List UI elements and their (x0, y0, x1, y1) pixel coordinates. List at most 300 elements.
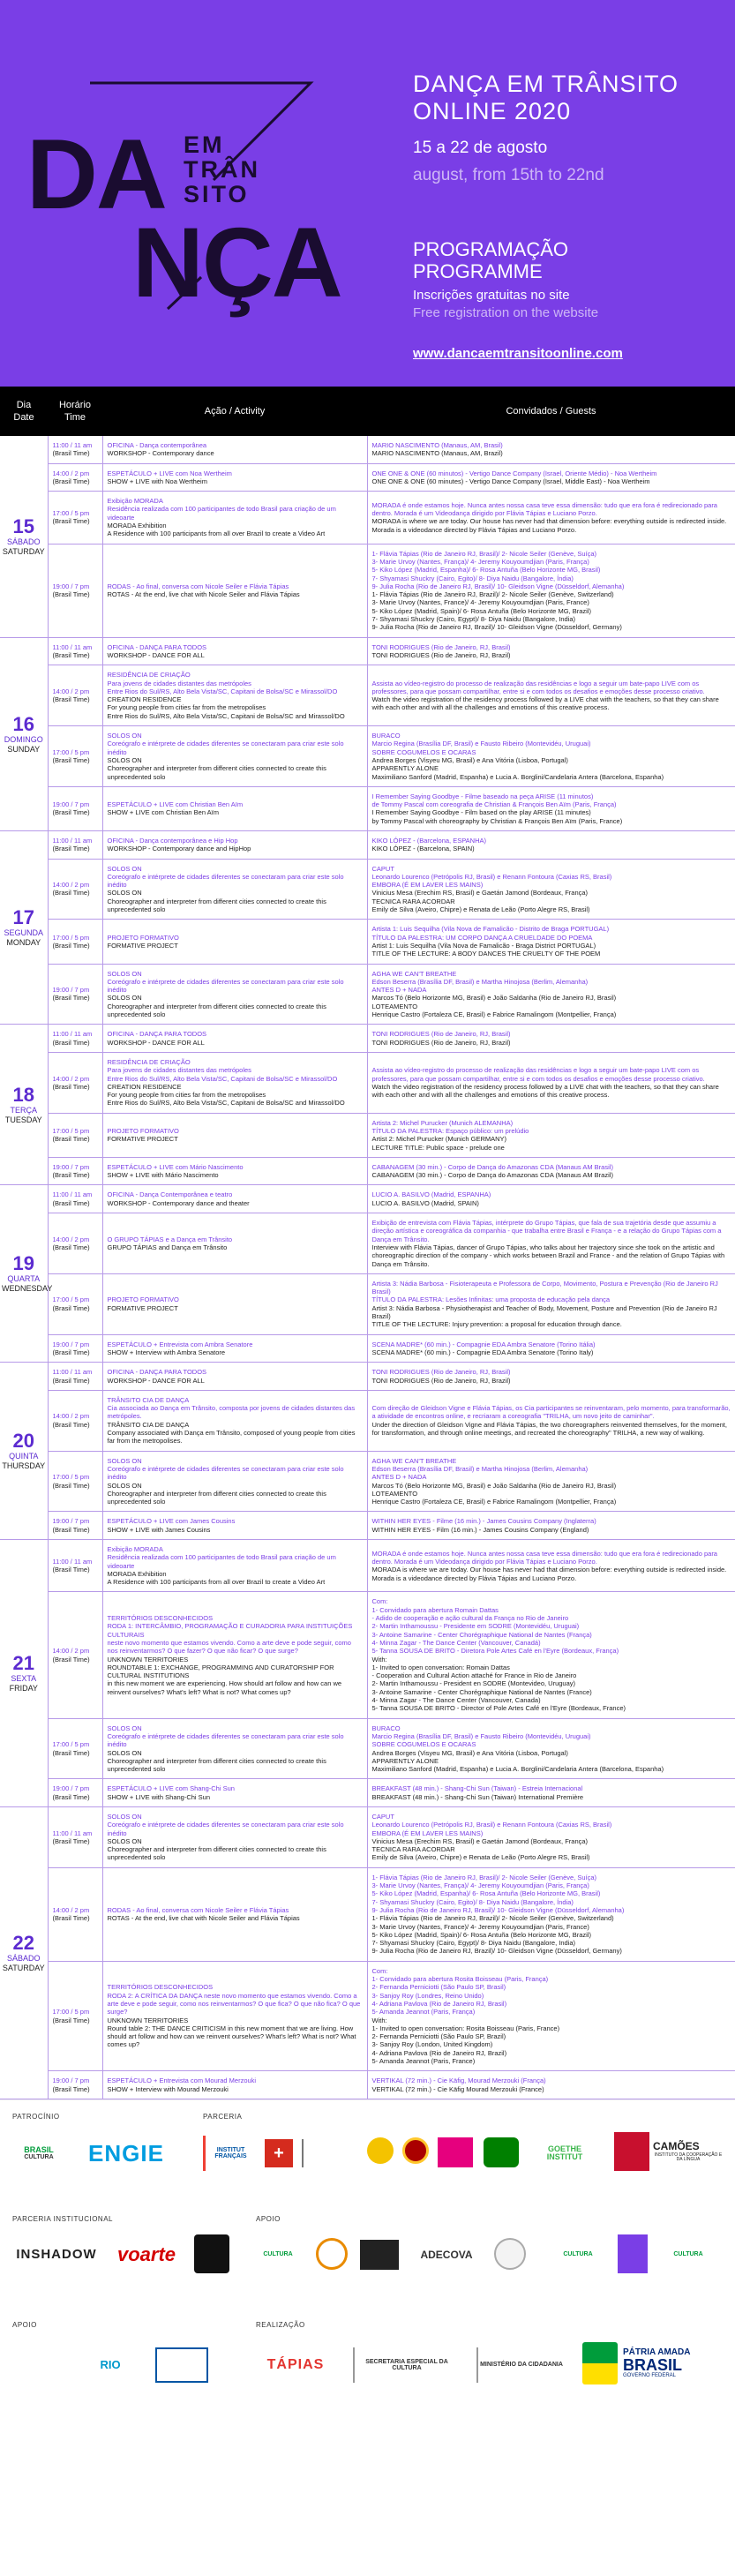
guest-line: de Tommy Pascal com coreografia de Christian & François Ben Aïm (Paris, França) (371, 800, 617, 809)
col-header-time-pt: Horário (58, 400, 92, 410)
guest-line: WITHIN HER EYES - Film (16 min.) - James Cousins Company (England) (371, 1525, 589, 1534)
activity-cell (102, 492, 367, 544)
activity-line: UNKNOWN TERRITORIES (107, 2016, 189, 2024)
activity-line: Coreógrafo e intérprete de cidades diferentes se conectaram para criar este solo inédito (107, 977, 344, 995)
day-cell (0, 830, 48, 1024)
logo-cultura-3: CULTURA (673, 2251, 703, 2258)
day-we: THURSDAY (2, 1461, 46, 1471)
festival-title (413, 71, 679, 125)
activity-line: ESPETÁCULO + LIVE com Christian Ben Aïm (107, 800, 244, 809)
guest-line: ANTES D + NADA (371, 1473, 427, 1482)
time-cell (48, 1592, 102, 1718)
time-cell (48, 1867, 102, 1961)
logo-secretaria: SECRETARIA ESPECIAL DA CULTURA (353, 2347, 459, 2383)
logo-brasil-text: BRASIL (24, 2144, 54, 2154)
guest-line: VERTIKAL (72 min.) - Cie Käfig, Mourad Merzouki (França) (371, 2077, 546, 2085)
activity-cell (102, 1185, 367, 1213)
activity-line: Entre Rios do Sul/RS, Alto Bela Vista/SC, Capitani de Bolsa/SC e Mirassol/DO (107, 1074, 338, 1083)
guest-line: LOTEAMENTO (371, 1002, 418, 1010)
hero-banner (0, 0, 735, 387)
guest-line: MORADA é onde estamos hoje. Nunca antes nossa casa teve essa dimensão: tudo que era fora é redirecionado para dentro. Morada é um Videodança dirigido por Flávia Tápias e Luciano Porzo. (371, 1549, 717, 1566)
time-cell (48, 665, 102, 726)
label-parceria-institucional: PARCERIA INSTITUCIONAL (12, 2214, 113, 2223)
guest-line: SCENA MADRE* (60 min.) - Compagnie EDA Ambra Senatore (Torino Italy) (371, 1348, 594, 1356)
activity-cell (102, 1512, 367, 1540)
guest-line: Maximiliano Sanford (Madrid, Espanha) e Lucia A. Borglini/Candelaria Antera (Barcelona, Espanha) (371, 1765, 664, 1774)
time-zone: (Brasil Time) (52, 1836, 90, 1845)
guest-line: TONI RODRIGUES (Rio de Janeiro, RJ, Brasil) (371, 1030, 511, 1039)
activity-line: SHOW + LIVE com Christian Ben Aïm (107, 808, 220, 817)
time-zone: (Brasil Time) (52, 2016, 90, 2024)
logo-cultura-text: CULTURA (24, 2153, 54, 2160)
col-header-date-pt: Dia (16, 400, 32, 410)
time-zone: (Brasil Time) (52, 1038, 90, 1047)
guest-line: CABANAGEM (30 min.) - Corpo de Dança do Amazonas CDA (Manaus AM Brazil) (371, 1171, 613, 1180)
logo-consulado (302, 2139, 355, 2167)
activity-line: SHOW + LIVE with Shang-Chi Sun (107, 1792, 211, 1801)
guest-line: KIKO LÓPEZ - (Barcelona, ESPANHA) (371, 836, 486, 845)
col-header-date-en: Date (13, 412, 34, 423)
activity-line: RODA 2: A CRÍTICA DA DANÇA neste novo momento que estamos vivendo. Como a arte deve e pode seguir, como nos reinventarmos? O que fica? O que não fica? O que surge? (107, 1991, 361, 2016)
guest-line: Com direção de Gleidson Vigne e Flávia Tápias, os Cia participantes se reinventaram, pelo momento, para transformarão, a atividade de encontros online, e recriaram a coreografia "TRILHA, um novo jeito de caminhar". (371, 1404, 731, 1421)
table-row (0, 665, 735, 726)
activity-line: SHOW + LIVE with Noa Wertheim (107, 477, 207, 485)
day-wd: SEXTA (11, 1673, 37, 1683)
activity-line: WORKSHOP - DANCE FOR ALL (107, 1038, 205, 1047)
table-row (0, 964, 735, 1025)
activity-cell (102, 859, 367, 920)
activity-cell (102, 1807, 367, 1868)
activity-line: MORADA Exhibition (107, 1569, 167, 1578)
guest-line: 5- Tanna SOUSA DE BRITO - Diretora Pole Artes Café en l'Eyre (Bordeaux, França) (371, 1647, 619, 1656)
day-we: SATURDAY (2, 546, 45, 556)
time-value: 19:00 / 7 pm (52, 2077, 90, 2085)
table-row (0, 1273, 735, 1334)
activity-line: Coreógrafo e intérprete de cidades diferentes se conectaram para criar este solo inédito (107, 1731, 344, 1749)
guest-line: LOTEAMENTO (371, 1489, 418, 1498)
time-cell (48, 1512, 102, 1540)
guest-line: TONI RODRIGUES (Rio de Janeiro, RJ, Brasil) (371, 642, 511, 651)
guest-line: CAPUT (371, 1813, 394, 1821)
guest-line: 5- Kiko López (Madrid, Spain)/ 6- Rosa Antuña (Belo Horizonte MG, Brazil) (371, 606, 591, 615)
table-row (0, 1390, 735, 1451)
table-row (0, 1512, 735, 1540)
day-num: 16 (12, 712, 34, 735)
guest-line: MORADA é onde estamos hoje. Nunca antes nossa casa teve essa dimensão: tudo que era fora é redirecionado para dentro. Morada é um Videodança dirigido por Flávia Tápias e Luciano Porzo. (371, 500, 717, 518)
activity-line: ESPETÁCULO + LIVE com James Cousins (107, 1517, 236, 1526)
guest-line: 4- Minna Zagar - The Dance Center (Vancouver, Canadá) (371, 1638, 541, 1647)
guest-line: 9- Julia Rocha (Rio de Janeiro RJ, Brazil)/ 10- Gleidson Vigne (Düsseldorf, Germany) (371, 623, 622, 632)
activity-line: SOLOS ON (107, 1456, 142, 1465)
time-zone: (Brasil Time) (52, 1792, 90, 1801)
guest-line: Maximiliano Sanford (Madrid, Espanha) e Lucia A. Borglini/Candelaria Antera (Barcelona, Espanha) (371, 772, 664, 781)
day-wd: SÁBADO (6, 537, 41, 546)
day-we: TUESDAY (4, 1115, 42, 1124)
guests-cell (367, 1185, 735, 1213)
time-value: 11:00 / 11 am (52, 1829, 93, 1837)
guest-line: Assista ao vídeo-registro do processo de realização das residências e logo a seguir um bate-papo LIVE com os professores, para que possam compartilhar, entre si e com todos os desafios e emoções desse processo criativo. (371, 679, 705, 695)
activity-cell (102, 1113, 367, 1157)
guest-line: Artista 3: Nádia Barbosa - Fisioterapeuta e Professora de Corpo, Movimento, Postura e Prevenção (Rio de Janeiro RJ Brasil) (371, 1279, 718, 1296)
guest-line: Artist 1: Luis Sequilha (Vila Nova de Famalicão - Braga District PORTUGAL) (371, 941, 596, 950)
time-cell (48, 463, 102, 492)
logo-brasil-cultura (12, 2136, 65, 2171)
guest-line: 5- Tanna SOUSA DE BRITO - Director of Pole Artes Café en l'Eyre (Bordeaux, France) (371, 1704, 626, 1713)
guest-line: 3- Sanjoy Roy (Londres, Reino Unido) (371, 1991, 484, 2000)
logo-emblem-2 (402, 2137, 429, 2164)
programme-heading: PROGRAMME (413, 260, 543, 282)
activity-line: Choreographer and interpreter from different cities connected to create this unprecedented solo (107, 1489, 326, 1506)
activity-line: Company associated with Dança em Trânsito, composed of young people from cities far from the metropolises. (107, 1429, 356, 1446)
table-row (0, 1025, 735, 1053)
time-cell (48, 726, 102, 787)
logo-apoio-blue (155, 2347, 208, 2383)
guest-line: TÍTULO DA PALESTRA: Espaço público: um prelúdio (371, 1127, 529, 1135)
guest-line: Marcos Tó (Belo Horizonte MG, Brasil) e João Saldanha (Rio de Janeiro RJ, Brasil) (371, 994, 617, 1003)
activity-line: RODAS - Ao final, conversa com Nicole Seiler e Flávia Tápias (107, 1905, 289, 1914)
table-row (0, 1363, 735, 1391)
time-cell (48, 1390, 102, 1451)
time-cell (48, 1185, 102, 1213)
activity-line: OFICINA - DANÇA PARA TODOS (107, 1368, 207, 1377)
time-value: 17:00 / 5 pm (52, 509, 90, 518)
logo-camoes (653, 2132, 724, 2171)
guest-line: TECNICA RARA ACORDAR (371, 1845, 455, 1854)
time-value: 14:00 / 2 pm (52, 469, 90, 477)
guests-cell (367, 1025, 735, 1053)
guest-line: 5- Kiko López (Madrid, Spain)/ 6- Rosa Antuña (Belo Horizonte MG, Brazil) (371, 1930, 591, 1939)
time-value: 11:00 / 11 am (52, 1368, 93, 1377)
logo-patria-3: GOVERNO FEDERAL (623, 2372, 677, 2378)
time-zone: (Brasil Time) (52, 1243, 90, 1251)
time-value: 17:00 / 5 pm (52, 933, 90, 942)
day-num: 15 (12, 514, 34, 537)
activity-cell (102, 1157, 367, 1185)
time-zone: (Brasil Time) (52, 1171, 90, 1180)
guest-line: 1- Flávia Tápias (Rio de Janeiro RJ, Brazil)/ 2- Nicole Seiler (Genève, Switzerland) (371, 1914, 614, 1923)
col-header-activity: Ação / Activity (102, 387, 367, 436)
day-wd: QUARTA (7, 1274, 41, 1284)
guests-cell (367, 637, 735, 665)
day-cell (0, 1025, 48, 1185)
guest-line: TÍTULO DA PALESTRA: Lesões Infinitas: uma proposta de educação pela dança (371, 1296, 611, 1304)
activity-line: Choreographer and interpreter from different cities connected to create this unprecedented solo (107, 1002, 326, 1019)
guest-line: 3- Marie Urvoy (Nantes, França)/ 4- Jeremy Kouyoumdjian (Paris, França) (371, 557, 589, 566)
logo-purple-mark (618, 2234, 648, 2273)
guest-line: 5- Amanda Jeannot (Paris, France) (371, 2057, 476, 2066)
activity-cell (102, 1451, 367, 1512)
logo-nca: NÇA (132, 207, 341, 318)
logo-patria-2: BRASIL (623, 2355, 682, 2374)
table-row (0, 859, 735, 920)
guests-cell (367, 786, 735, 830)
guest-line: SCENA MADRE* (60 min.) - Compagnie EDA Ambra Senatore (Torino Itália) (371, 1340, 596, 1348)
label-apoio-2: APOIO (12, 2320, 37, 2329)
guest-line: 7- Shyamasi Shuckry (Cairo, Egypt)/ 8- Diya Naidu (Bangalore, India) (371, 1939, 576, 1948)
activity-line: ROUNDTABLE 1: EXCHANGE, PROGRAMMING AND CURATORSHIP FOR CULTURAL INSTITUTIONS (107, 1663, 334, 1680)
time-zone: (Brasil Time) (52, 650, 90, 659)
guest-line: Com: (371, 1966, 388, 1975)
guest-line: Artist 2: Michel Purucker (Munich GERMANY) (371, 1135, 507, 1144)
guest-line: 4- Adriana Pavlova (Rio de Janeiro RJ, Brazil) (371, 2048, 507, 2057)
logo-patria-1: PÁTRIA AMADA (623, 2347, 691, 2357)
time-zone: (Brasil Time) (52, 1135, 90, 1144)
time-cell (48, 1025, 102, 1053)
activity-cell (102, 1779, 367, 1807)
label-apoio: APOIO (256, 2214, 281, 2223)
time-zone: (Brasil Time) (52, 1303, 90, 1312)
guest-line: Andrea Borges (Visyeu MG, Brasil) e Ana Vitória (Lisboa, Portugal) (371, 755, 568, 764)
schedule-table (0, 387, 735, 2099)
time-cell (48, 1961, 102, 2071)
activity-line: TERRITÓRIOS DESCONHECIDOS (107, 1614, 214, 1623)
guest-line: 5- Amanda Jeannot (Paris, França) (371, 2008, 476, 2016)
time-zone: (Brasil Time) (52, 808, 90, 817)
guest-line: Edson Beserra (Brasília DF, Brasil) e Martha Hinojosa (Berlim, Alemanha) (371, 1464, 589, 1473)
guest-line: CAPUT (371, 864, 394, 873)
activity-line: SOLOS ON (107, 755, 142, 764)
guest-line: 1- Convidado para abertura Romain Dattas (371, 1605, 499, 1614)
activity-cell (102, 964, 367, 1025)
guest-line: TITLE OF THE LECTURE: Injury prevention: a proposal for education through dance. (371, 1320, 622, 1329)
time-cell (48, 1334, 102, 1363)
table-row (0, 1807, 735, 1868)
day-cell (0, 637, 48, 830)
guest-line: Artist 3: Nádia Barbosa - Physiotherapist and Teacher of Body, Movement, Posture and Prevention (Rio de Janeiro RJ Brazil) (371, 1303, 717, 1321)
time-value: 19:00 / 7 pm (52, 1162, 90, 1171)
table-row (0, 1185, 735, 1213)
time-zone: (Brasil Time) (52, 994, 90, 1003)
guest-line: Artista 1: Luis Sequilha (Vila Nova de Famalicão - Distrito de Braga PORTUGAL) (371, 925, 610, 934)
logo-apoio-black (194, 2234, 229, 2273)
guests-cell (367, 1363, 735, 1391)
table-row (0, 1592, 735, 1718)
website-link[interactable]: www.dancaemtransitoonline.com (413, 346, 623, 361)
activity-line: Entre Rios do Sul/RS, Alto Bela Vista/SC, Capitani de Bolsa/SC and Mirassol/DO (107, 711, 345, 720)
time-zone: (Brasil Time) (52, 590, 90, 599)
time-cell (48, 1779, 102, 1807)
guest-line: Leonardo Lourenco (Petrópolis RJ, Brasil) e Renann Fontoura (Caxias RS, Brasil) (371, 872, 612, 881)
col-header-guests: Convidados / Guests (367, 387, 735, 436)
table-row (0, 637, 735, 665)
guest-line: VERTIKAL (72 min.) - Cie Käfig Mourad Merzouki (France) (371, 2084, 544, 2093)
activity-line: CREATION RESIDENCE (107, 1082, 182, 1091)
guest-line: Leonardo Lourenco (Petrópolis RJ, Brasil) e Renann Fontoura (Caxias RS, Brasil) (371, 1821, 612, 1829)
activity-line: OFICINA - Dança contemporânea e Hip Hop (107, 836, 238, 845)
logo-voarte: voarte (116, 2242, 176, 2265)
activity-cell (102, 1592, 367, 1718)
col-header-date (0, 387, 48, 436)
time-zone: (Brasil Time) (52, 1525, 90, 1534)
logo-inshadow: INSHADOW (16, 2247, 97, 2263)
logo-goethe: GOETHE INSTITUT (546, 2144, 583, 2161)
guest-line: Edson Beserra (Brasília DF, Brasil) e Martha Hinojosa (Berlim, Alemanha) (371, 977, 589, 986)
guests-cell (367, 1157, 735, 1185)
time-cell (48, 920, 102, 964)
activity-line: ESPETÁCULO + LIVE com Shang-Chi Sun (107, 1784, 235, 1793)
guests-cell (367, 463, 735, 492)
time-cell (48, 1157, 102, 1185)
activity-cell (102, 1363, 367, 1391)
logo-circle-orange (316, 2238, 348, 2270)
table-row (0, 544, 735, 637)
guest-line: 1- Flávia Tápias (Rio de Janeiro RJ, Brazil)/ 2- Nicole Seiler (Genève, Switzerland) (371, 590, 614, 599)
guest-line: Marcio Regina (Brasília DF, Brasil) e Fausto Ribeiro (Montevidéu, Uruguai) (371, 1731, 591, 1740)
activity-line: ESPETÁCULO + Entrevista com Ambra Senatore (107, 1340, 253, 1348)
guest-line: Under the direction of Gleidson Vigne and Flávia Tápias, the two choreographers reinvented themselves, for the moment, for transformation, and through online meetings, and recreated the choreography" TRILHA, a new way of walking. (371, 1420, 727, 1438)
table-row (0, 1718, 735, 1779)
day-num: 19 (12, 1252, 34, 1275)
guest-line: Exibição de entrevista com Flávia Tápias, intérprete do Grupo Tápias, que fala de sua trajetória desde que assumiu a direção artística e coreográfica da companhia - que trabalha entre Brasil e França - e a relação do Grupo Tápias com a Dança em Trânsito. (371, 1219, 722, 1243)
time-value: 19:00 / 7 pm (52, 1517, 90, 1526)
guests-cell (367, 726, 735, 787)
guest-line: 4- Adriana Pavlova (Rio de Janeiro RJ, Brasil) (371, 1999, 507, 2008)
activity-line: OFICINA - DANÇA PARA TODOS (107, 642, 207, 651)
guests-cell (367, 665, 735, 726)
activity-line: PROJETO FORMATIVO (107, 933, 179, 942)
guest-line: Andrea Borges (Visyeu MG, Brasil) e Ana Vitória (Lisboa, Portugal) (371, 1748, 568, 1757)
activity-line: SOLOS ON (107, 889, 142, 897)
table-row (0, 1052, 735, 1113)
guest-line: LECTURE TITLE: Public space - prelude one (371, 1143, 505, 1152)
time-value: 19:00 / 7 pm (52, 800, 90, 809)
activity-line: WORKSHOP - Contemporary dance (107, 449, 214, 458)
logo-institut-francais: INSTITUT FRANÇAIS (203, 2136, 256, 2171)
activity-line: OFICINA - Dança Contemporânea e teatro (107, 1190, 233, 1199)
time-cell (48, 786, 102, 830)
guest-line: TONI RODRIGUES (Rio de Janeiro, RJ, Brasil) (371, 1368, 511, 1377)
label-realizacao: REALIZAÇÃO (256, 2320, 305, 2329)
activity-line: RESIDÊNCIA DE CRIAÇÃO (107, 671, 191, 680)
guest-line: BURACO (371, 1724, 401, 1732)
guests-cell (367, 1273, 735, 1334)
activity-line: ROTAS - At the end, live chat with Nicole Seiler and Flávia Tápias (107, 1914, 300, 1923)
activity-cell (102, 436, 367, 463)
day-cell (0, 1807, 48, 2099)
guest-line: 1- Flávia Tápias (Rio de Janeiro RJ, Brasil)/ 2- Nicole Seiler (Genève, Suíça) (371, 1873, 597, 1881)
table-row (0, 920, 735, 964)
logo-cultura-2: CULTURA (563, 2251, 593, 2258)
guest-line: 9- Julia Rocha (Rio de Janeiro RJ, Brasil)/ 10- Gleidson Vigne (Düsseldorf, Alemanha) (371, 582, 625, 590)
guest-line: EMBORA (É EM LAVER LES MAINS) (371, 881, 484, 890)
guest-line: LUCIO A. BASILVO (Madrid, SPAIN) (371, 1198, 479, 1207)
time-value: 19:00 / 7 pm (52, 986, 90, 995)
time-value: 14:00 / 2 pm (52, 1905, 90, 1914)
day-wd: SÁBADO (6, 1953, 41, 1963)
time-value: 17:00 / 5 pm (52, 1473, 90, 1482)
logo-em-transito (184, 132, 260, 207)
day-cell (0, 436, 48, 637)
activity-line: SHOW + LIVE with James Cousins (107, 1525, 211, 1534)
guest-line: - Cooperation and Cultural Action attaché for France in Rio de Janeiro (371, 1671, 577, 1680)
guest-line: 4- Minna Zagar - The Dance Center (Vancouver, Canada) (371, 1696, 541, 1705)
logo-patria-amada (623, 2340, 727, 2386)
table-row (0, 2071, 735, 2099)
logo-cultura-1: CULTURA (263, 2251, 293, 2258)
activity-cell (102, 920, 367, 964)
col-header-time-en: Time (64, 412, 86, 423)
guest-line: I Remember Saying Goodbye - Film based on the play ARISE (11 minutes) (371, 808, 591, 817)
time-cell (48, 1718, 102, 1779)
activity-cell (102, 463, 367, 492)
guests-cell (367, 1961, 735, 2071)
guest-line: TONI RODRIGUES (Rio de Janeiro, RJ, Brazil) (371, 1038, 511, 1047)
activity-cell (102, 830, 367, 859)
activity-line: TRÂNSITO CIA DE DANÇA (107, 1420, 190, 1429)
table-row (0, 786, 735, 830)
activity-cell (102, 544, 367, 637)
time-zone: (Brasil Time) (52, 449, 90, 458)
col-header-time (48, 387, 102, 436)
activity-line: Choreographer and interpreter from different cities connected to create this unprecedented solo (107, 1845, 326, 1862)
day-num: 22 (12, 1931, 34, 1954)
guest-line: MARIO NASCIMENTO (Manaus, AM, Brasil) (371, 441, 503, 449)
activity-line: SOLOS ON (107, 864, 142, 873)
activity-line: WORKSHOP - DANCE FOR ALL (107, 1376, 205, 1385)
activity-line: GRUPO TÁPIAS and Dança em Trânsito (107, 1243, 228, 1251)
time-zone: (Brasil Time) (52, 1914, 90, 1923)
time-value: 14:00 / 2 pm (52, 1647, 90, 1656)
day-cell (0, 1539, 48, 1806)
guest-line: SOBRE COGUMELOS E OCARAS (371, 747, 476, 756)
guest-line: 5- Kiko López (Madrid, Espanha)/ 6- Rosa Antuña (Belo Horizonte MG, Brasil) (371, 1889, 601, 1898)
guest-line: 9- Julia Rocha (Rio de Janeiro RJ, Brasil)/ 10- Gleidson Vigne (Düsseldorf, Alemanha) (371, 1905, 625, 1914)
guest-line: 3- Sanjoy Roy (London, United Kingdom) (371, 2040, 493, 2049)
festival-title-2: ONLINE 2020 (413, 98, 572, 124)
activity-line: ESPETÁCULO + Entrevista com Mourad Merzouki (107, 2077, 257, 2085)
time-zone: (Brasil Time) (52, 1566, 90, 1574)
activity-line: FORMATIVE PROJECT (107, 1135, 178, 1144)
time-value: 11:00 / 11 am (52, 1557, 93, 1566)
time-cell (48, 964, 102, 1025)
day-num: 18 (12, 1083, 34, 1106)
guest-line: TONI RODRIGUES (Rio de Janeiro, RJ, Brazil) (371, 1376, 511, 1385)
activity-cell (102, 1052, 367, 1113)
guest-line: 3- Antoine Samarine - Center Chorégraphique National de Nantes (France) (371, 1687, 592, 1696)
table-row (0, 463, 735, 492)
logo-camoes-sub: INSTITUTO DA COOPERAÇÃO E DA LÍNGUA (654, 2152, 723, 2162)
activity-line: Cia associada ao Dança em Trânsito, composta por jovens de cidades distantes das metrópoles. (107, 1404, 356, 1421)
logo-ministerio: MINISTÉRIO DA CIDADANIA (476, 2347, 565, 2383)
logo-camoes-text: CAMÕES (653, 2139, 700, 2152)
guest-line: EMBORA (É EM LAVER LES MAINS) (371, 1829, 484, 1837)
activity-cell (102, 1213, 367, 1274)
guest-line: Marcos Tó (Belo Horizonte MG, Brasil) e João Saldanha (Rio de Janeiro RJ, Brasil) (371, 1481, 617, 1490)
guests-cell (367, 1052, 735, 1113)
activity-cell (102, 1390, 367, 1451)
guest-line: 3- Marie Urvoy (Nantes, France)/ 4- Jeremy Kouyoumdjian (Paris, France) (371, 598, 589, 607)
activity-line: O GRUPO TÁPIAS e a Dança em Trânsito (107, 1235, 233, 1243)
time-zone: (Brasil Time) (52, 517, 90, 526)
activity-line: TERRITÓRIOS DESCONHECIDOS (107, 1983, 214, 1992)
guest-line: APPARENTLY ALONE (371, 764, 439, 773)
activity-cell (102, 1273, 367, 1334)
guests-cell (367, 436, 735, 463)
time-cell (48, 1273, 102, 1334)
time-value: 14:00 / 2 pm (52, 1235, 90, 1243)
table-row (0, 1334, 735, 1363)
table-row (0, 1779, 735, 1807)
guest-line: With: (371, 2016, 387, 2024)
guest-line: 2- Fernanda Perniciotti (São Paulo SP, Brasil) (371, 1983, 506, 1992)
guest-line: Emily de Silva (Aveiro, Chipre) e Renata de Leão (Porto Alegre RS, Brasil) (371, 905, 590, 914)
guest-line: BREAKFAST (48 min.) - Shang-Chi Sun (Taiwan) - Estreia Internacional (371, 1784, 583, 1793)
guest-line: 2- Martin Inthamoussu - Presidente em SODRE (Montevidéu, Uruguai) (371, 1622, 580, 1631)
logo-emblem-3 (438, 2137, 473, 2167)
activity-line: OFICINA - DANÇA PARA TODOS (107, 1030, 207, 1039)
activity-line: Round table 2: THE DANCE CRITICISM in this new moment that we are living. How should art follow and how can we reinvent ourselves? What's left? What is not? What comes up? (107, 2024, 356, 2049)
activity-line: WORKSHOP - Contemporary dance and HipHop (107, 845, 251, 853)
